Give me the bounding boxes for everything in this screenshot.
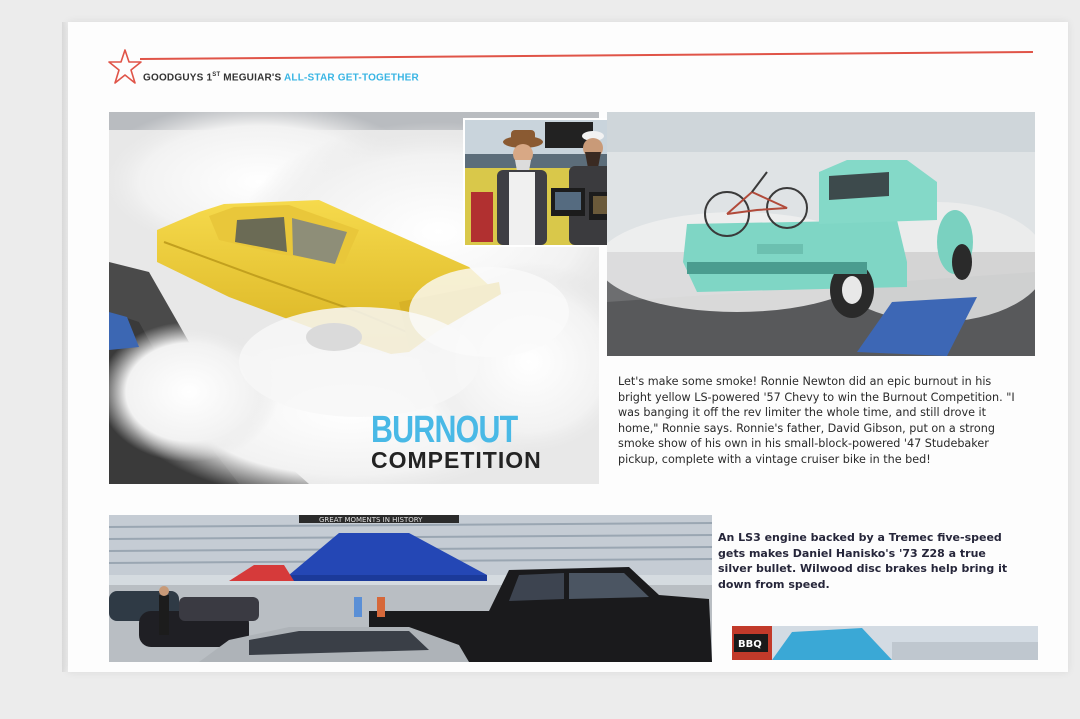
section-header — [143, 72, 419, 83]
thumb-sign-text: BBQ — [738, 639, 762, 650]
photo-teal-studebaker — [607, 112, 1035, 356]
section-title — [371, 409, 554, 473]
photo-thumbnail — [732, 626, 1038, 660]
banner-text: GREAT MOMENTS IN HISTORY — [319, 516, 423, 524]
caption-burnout: Let's make some smoke! Ronnie Newton did an epic burnout in his bright yellow LS-powered '57 Chevy to win the Burnout Competition. "I was banging it off the rev limiter the whole time, and still drove it home," Ronnie says. Ronnie's father, David Gibson, put on a strong smoke show of his own in his small-block-powered '47 Studebaker pickup, complete with a vintage cruiser bike in the bed! — [618, 375, 1015, 466]
title-burnout: BURNOUT — [371, 409, 518, 451]
header-title-middle: MEGUIAR'S — [220, 72, 284, 84]
title-competition: COMPETITION — [371, 447, 542, 473]
photo-car-show — [109, 515, 712, 662]
header-superscript: ST — [212, 72, 221, 78]
header-title-prefix: GOODGUYS 1 — [143, 72, 213, 84]
caption-z28: An LS3 engine backed by a Tremec five-speed gets makes Daniel Hanisko's '73 Z28 a true silver bullet. Wilwood disc brakes help bring it down from speed. — [718, 531, 1008, 591]
header-title-accent: ALL-STAR GET-TOGETHER — [283, 72, 419, 84]
star-icon — [108, 48, 142, 86]
